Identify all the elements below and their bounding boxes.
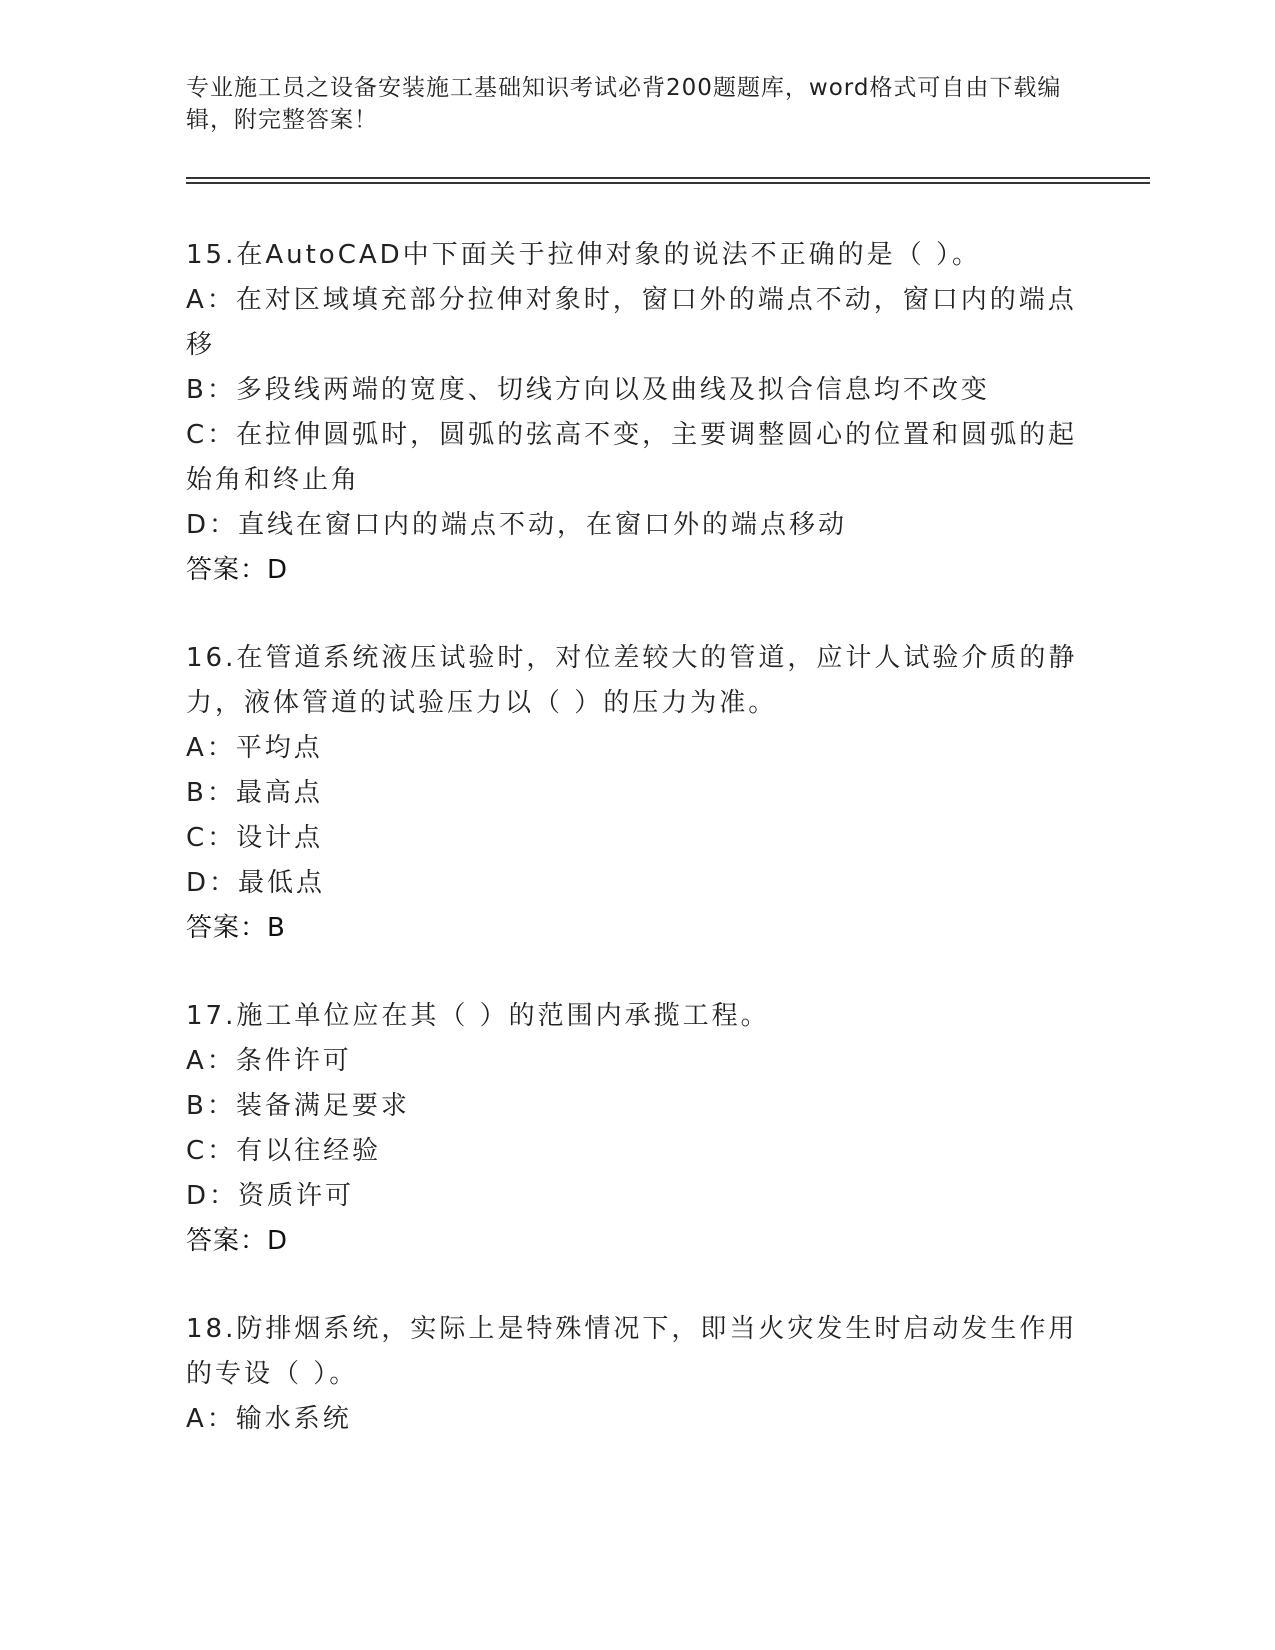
question-16 bbox=[186, 636, 1086, 951]
option-c: C：有以往经验 bbox=[186, 1136, 382, 1166]
answer-text: 答案：D bbox=[186, 1226, 289, 1256]
option-c: C：在拉伸圆弧时，圆弧的弦高不变，主要调整圆心的位置和圆弧的起始角和终止角 bbox=[186, 420, 1078, 495]
question-stem: 17.施工单位应在其（ ）的范围内承揽工程。 bbox=[186, 1001, 770, 1031]
option-a: A：输水系统 bbox=[186, 1404, 352, 1434]
header-divider-bottom bbox=[186, 182, 1150, 184]
option-a: A：在对区域填充部分拉伸对象时，窗口外的端点不动，窗口内的端点移 bbox=[186, 285, 1077, 360]
question-stem: 18.防排烟系统，实际上是特殊情况下，即当火灾发生时启动发生作用的专设（ ）。 bbox=[186, 1314, 1078, 1389]
answer-text: 答案：D bbox=[186, 555, 289, 585]
question-15 bbox=[186, 233, 1086, 593]
option-d: D：资质许可 bbox=[186, 1181, 355, 1211]
option-d: D：直线在窗口内的端点不动，在窗口外的端点移动 bbox=[186, 510, 848, 540]
option-b: B：最高点 bbox=[186, 778, 323, 808]
question-17 bbox=[186, 994, 1086, 1264]
option-b: B：多段线两端的宽度、切线方向以及曲线及拟合信息均不改变 bbox=[186, 375, 990, 405]
answer-text: 答案：B bbox=[186, 913, 286, 943]
option-a: A：条件许可 bbox=[186, 1046, 352, 1076]
question-stem: 16.在管道系统液压试验时，对位差较大的管道，应计人试验介质的静力，液体管道的试验压力以（ ）的压力为准。 bbox=[186, 643, 1078, 718]
question-18 bbox=[186, 1307, 1086, 1442]
option-c: C：设计点 bbox=[186, 823, 324, 853]
question-list bbox=[186, 233, 1086, 1485]
option-a: A：平均点 bbox=[186, 733, 323, 763]
document-header: 专业施工员之设备安装施工基础知识考试必背200题题库，word格式可自由下载编辑，附完整答案！ bbox=[186, 75, 1062, 133]
option-b: B：装备满足要求 bbox=[186, 1091, 410, 1121]
header-divider-top bbox=[186, 177, 1150, 179]
option-d: D：最低点 bbox=[186, 868, 326, 898]
question-stem: 15.在AutoCAD中下面关于拉伸对象的说法不正确的是（ ）。 bbox=[186, 240, 981, 270]
